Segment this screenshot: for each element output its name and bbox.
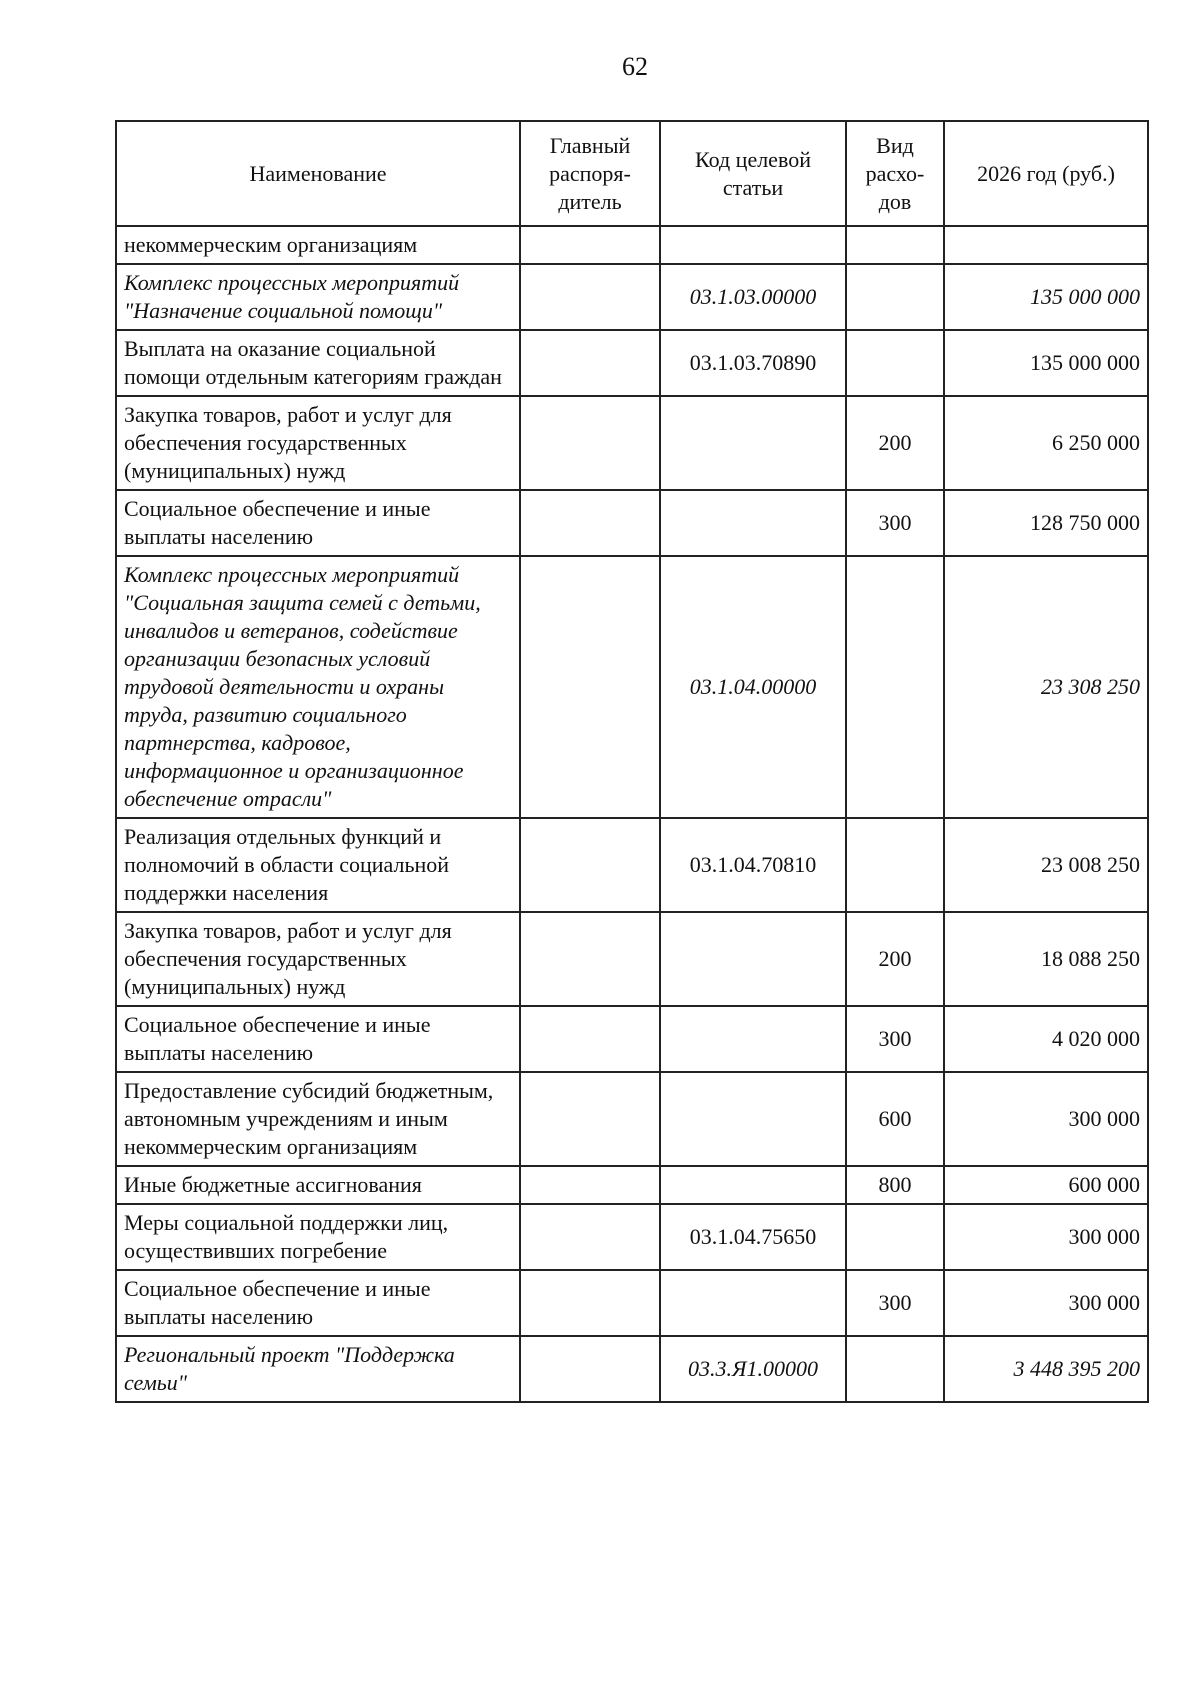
row-name-cell: Социальное обеспечение и иные выплаты населению (116, 1006, 520, 1072)
row-code-cell (660, 490, 846, 556)
row-name-cell: Региональный проект "Поддержка семьи" (116, 1336, 520, 1402)
row-amount-cell: 600 000 (944, 1166, 1148, 1204)
row-code-cell (660, 912, 846, 1006)
table-row (116, 264, 1148, 330)
table-row (116, 1166, 1148, 1204)
row-manager-cell (520, 226, 660, 264)
row-type-cell: 200 (846, 396, 944, 490)
row-type-cell: 300 (846, 1006, 944, 1072)
row-manager-cell (520, 1204, 660, 1270)
row-manager-cell (520, 1270, 660, 1336)
row-manager-cell (520, 396, 660, 490)
row-code-cell: 03.1.04.70810 (660, 818, 846, 912)
row-amount-cell (944, 226, 1148, 264)
row-name-cell: Социальное обеспечение и иные выплаты населению (116, 1270, 520, 1336)
row-amount-cell: 300 000 (944, 1270, 1148, 1336)
table-row (116, 556, 1148, 818)
row-type-cell (846, 226, 944, 264)
header-name: Наименование (116, 121, 520, 226)
row-type-cell: 600 (846, 1072, 944, 1166)
row-amount-cell: 135 000 000 (944, 264, 1148, 330)
row-name-cell: Реализация отдельных функций и полномочий в области социальной поддержки населения (116, 818, 520, 912)
row-name-cell: Закупка товаров, работ и услуг для обеспечения государственных (муниципальных) нужд (116, 912, 520, 1006)
table-row (116, 330, 1148, 396)
row-code-cell (660, 1166, 846, 1204)
row-type-cell (846, 264, 944, 330)
row-manager-cell (520, 264, 660, 330)
row-type-cell: 300 (846, 1270, 944, 1336)
table-row (116, 490, 1148, 556)
table-row (116, 396, 1148, 490)
row-amount-cell: 6 250 000 (944, 396, 1148, 490)
row-type-cell: 300 (846, 490, 944, 556)
row-type-cell: 200 (846, 912, 944, 1006)
row-type-cell (846, 1204, 944, 1270)
row-amount-cell: 3 448 395 200 (944, 1336, 1148, 1402)
header-expense-type: Вид расхо-дов (846, 121, 944, 226)
row-amount-cell: 18 088 250 (944, 912, 1148, 1006)
table-row (116, 818, 1148, 912)
row-name-cell: Предоставление субсидий бюджетным, автономным учреждениям и иным некоммерческим организациям (116, 1072, 520, 1166)
row-type-cell (846, 1336, 944, 1402)
table-header-row (116, 121, 1148, 226)
table-row (116, 1204, 1148, 1270)
page-number: 62 (622, 52, 648, 81)
row-code-cell (660, 1270, 846, 1336)
row-amount-cell: 300 000 (944, 1204, 1148, 1270)
table-row (116, 1006, 1148, 1072)
row-type-cell: 800 (846, 1166, 944, 1204)
row-code-cell (660, 226, 846, 264)
table-row (116, 1336, 1148, 1402)
row-manager-cell (520, 1072, 660, 1166)
row-code-cell (660, 1072, 846, 1166)
row-manager-cell (520, 556, 660, 818)
table-row (116, 1270, 1148, 1336)
row-amount-cell: 128 750 000 (944, 490, 1148, 556)
row-code-cell: 03.1.03.70890 (660, 330, 846, 396)
row-name-cell: Комплекс процессных мероприятий "Социальная защита семей с детьми, инвалидов и ветеранов, содействие организации безопасных условий трудовой деятельности и охраны труда, развитию социального партнерства, кадровое, информационное и организационное обеспечение отрасли" (116, 556, 520, 818)
row-manager-cell (520, 912, 660, 1006)
row-name-cell: Меры социальной поддержки лиц, осуществивших погребение (116, 1204, 520, 1270)
row-type-cell (846, 556, 944, 818)
table-body (116, 226, 1148, 1402)
row-amount-cell: 23 308 250 (944, 556, 1148, 818)
table-row (116, 912, 1148, 1006)
row-code-cell: 03.1.04.00000 (660, 556, 846, 818)
row-manager-cell (520, 330, 660, 396)
row-code-cell: 03.3.Я1.00000 (660, 1336, 846, 1402)
row-code-cell: 03.1.03.00000 (660, 264, 846, 330)
budget-table (115, 120, 1149, 1403)
row-name-cell: Комплекс процессных мероприятий "Назначение социальной помощи" (116, 264, 520, 330)
table-row (116, 1072, 1148, 1166)
row-amount-cell: 23 008 250 (944, 818, 1148, 912)
row-amount-cell: 135 000 000 (944, 330, 1148, 396)
row-name-cell: Иные бюджетные ассигнования (116, 1166, 520, 1204)
row-type-cell (846, 818, 944, 912)
row-manager-cell (520, 1006, 660, 1072)
header-main-manager: Главный распоря-дитель (520, 121, 660, 226)
row-amount-cell: 300 000 (944, 1072, 1148, 1166)
row-code-cell: 03.1.04.75650 (660, 1204, 846, 1270)
row-name-cell: Закупка товаров, работ и услуг для обеспечения государственных (муниципальных) нужд (116, 396, 520, 490)
row-code-cell (660, 396, 846, 490)
header-target-code: Код целевой статьи (660, 121, 846, 226)
row-manager-cell (520, 1166, 660, 1204)
header-year: 2026 год (руб.) (944, 121, 1148, 226)
row-name-cell: Социальное обеспечение и иные выплаты населению (116, 490, 520, 556)
row-manager-cell (520, 1336, 660, 1402)
table-row (116, 226, 1148, 264)
row-amount-cell: 4 020 000 (944, 1006, 1148, 1072)
row-type-cell (846, 330, 944, 396)
row-manager-cell (520, 818, 660, 912)
row-name-cell: Выплата на оказание социальной помощи отдельным категориям граждан (116, 330, 520, 396)
row-manager-cell (520, 490, 660, 556)
row-code-cell (660, 1006, 846, 1072)
row-name-cell: некоммерческим организациям (116, 226, 520, 264)
